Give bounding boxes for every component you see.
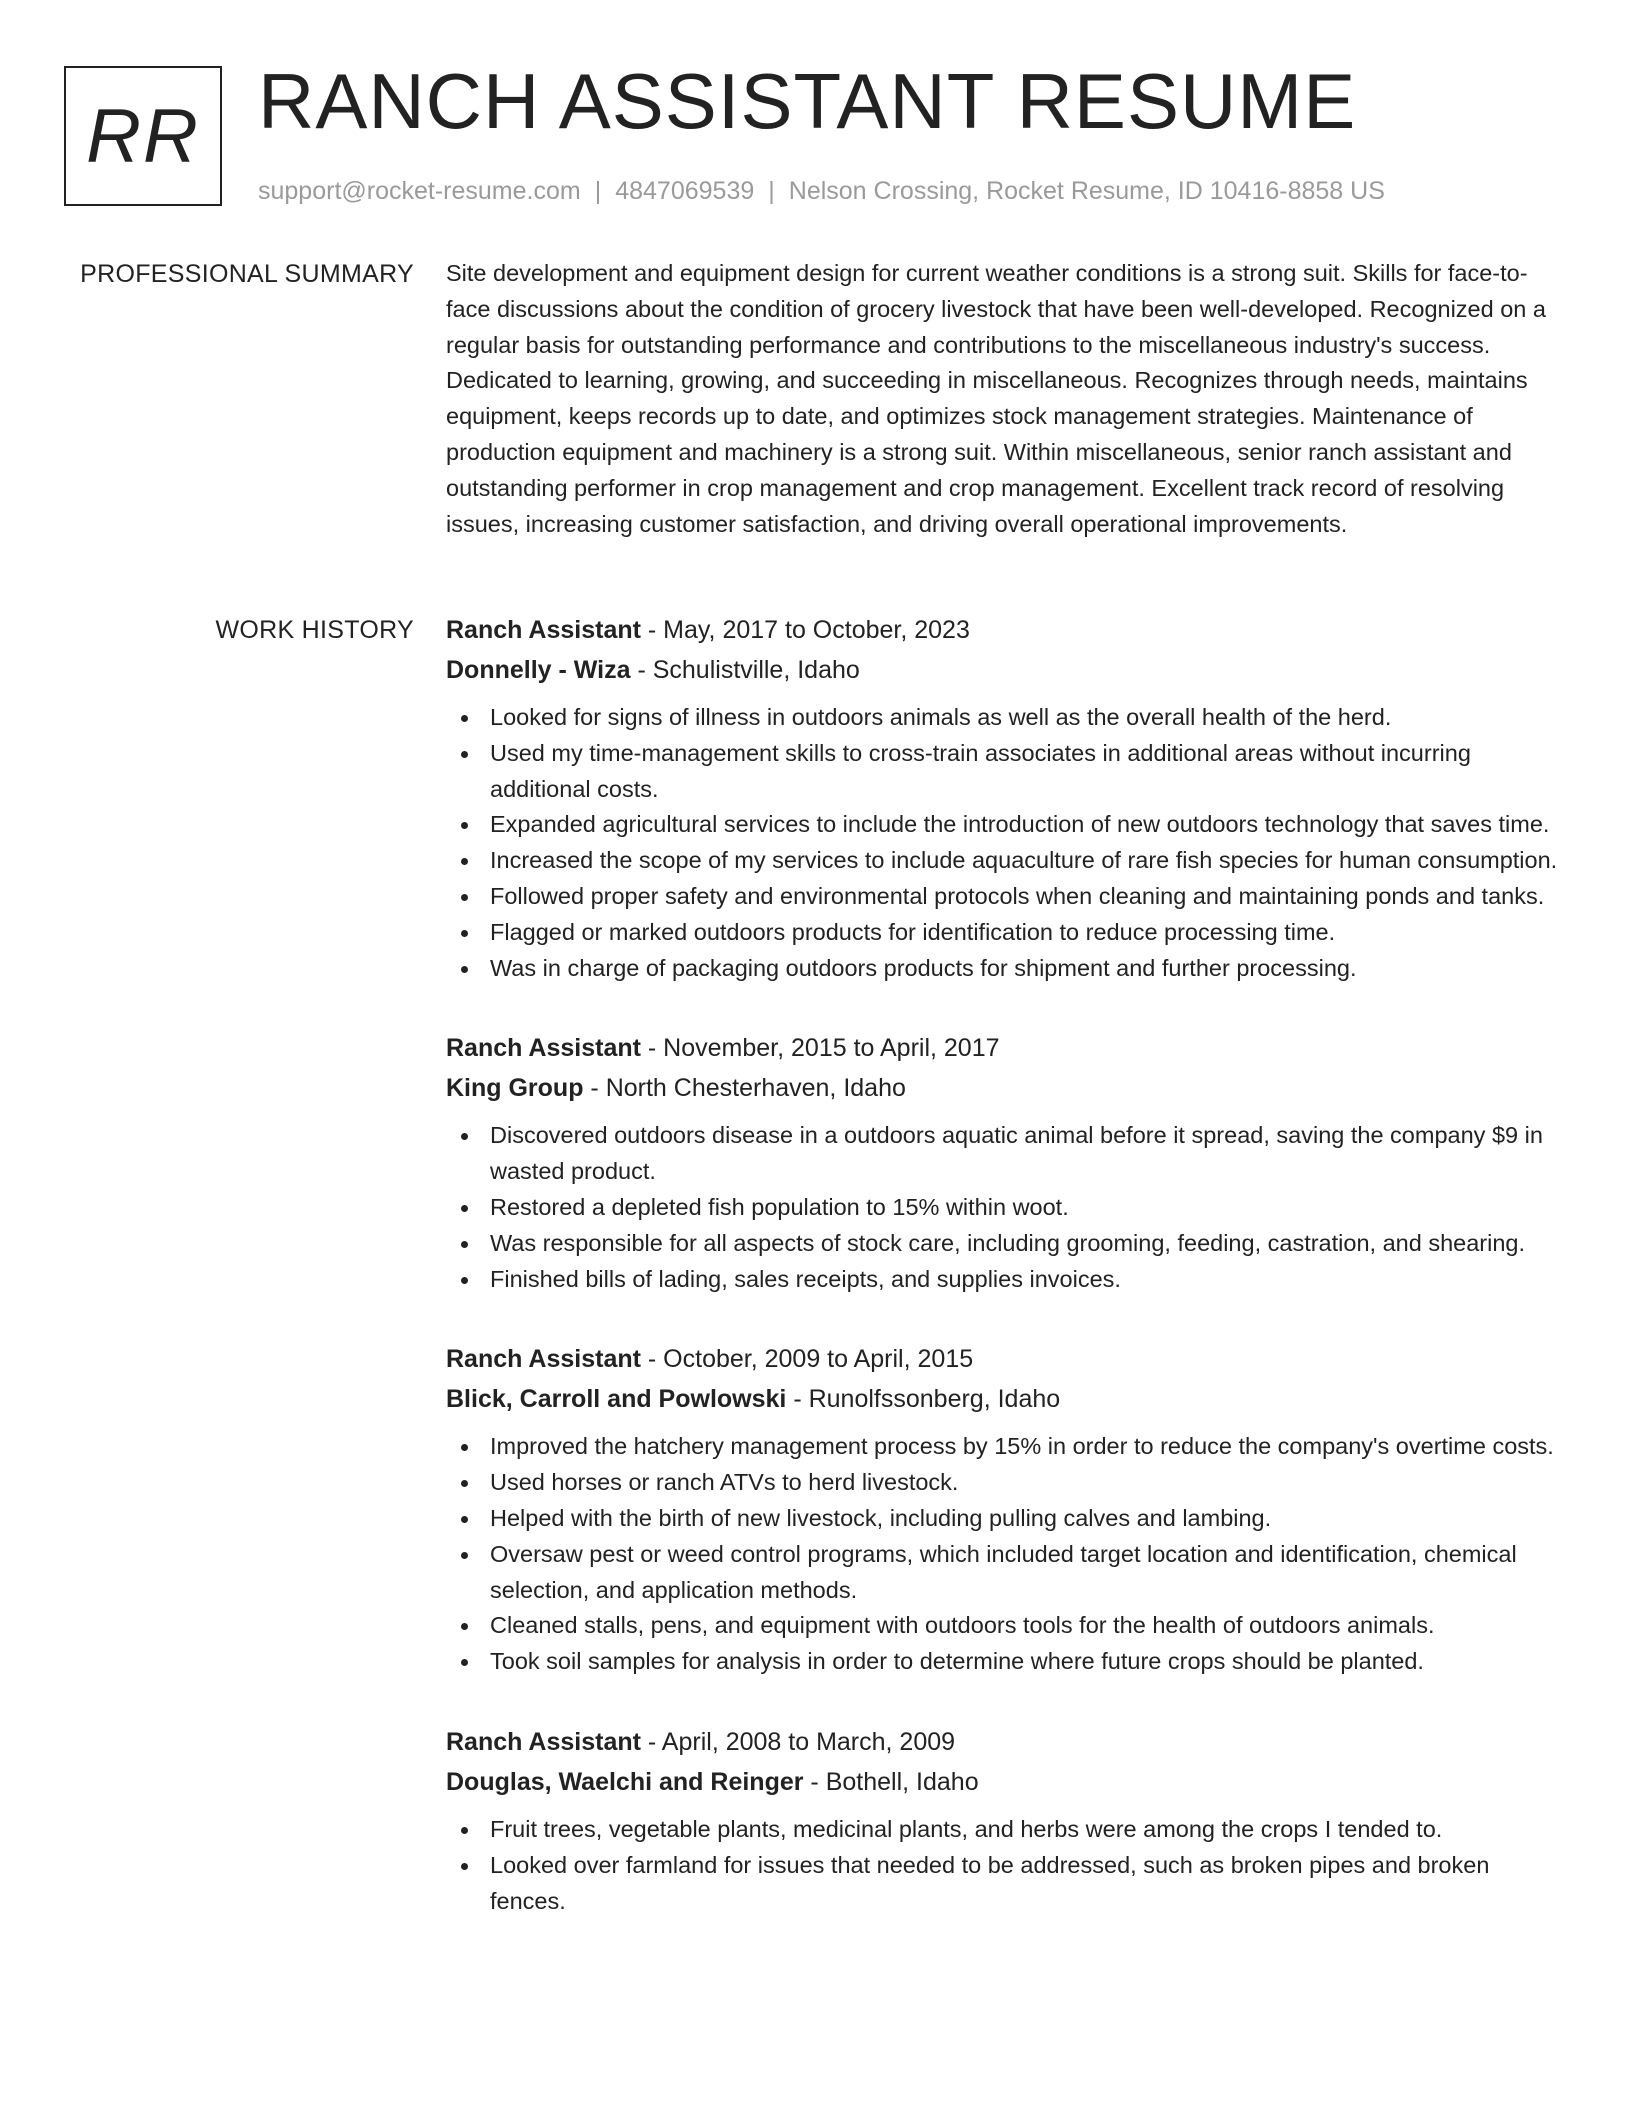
job-location: - Schulistville, Idaho bbox=[630, 656, 860, 684]
job-bullet: Fruit trees, vegetable plants, medicinal plants, and herbs were among the crops I tended to. bbox=[446, 1812, 1568, 1848]
contact-email: support@rocket-resume.com bbox=[258, 177, 581, 205]
job-bullet: Looked for signs of illness in outdoors animals as well as the overall health of the herd. bbox=[446, 700, 1568, 736]
job-bullet: Followed proper safety and environmental protocols when cleaning and maintaining ponds and tanks. bbox=[446, 879, 1568, 915]
job-bullets bbox=[446, 1429, 1568, 1680]
job-bullet: Discovered outdoors disease in a outdoors aquatic animal before it spread, saving the company $9 in wasted product. bbox=[446, 1118, 1568, 1190]
job-company-line bbox=[446, 1068, 1568, 1108]
job-title-line bbox=[446, 1339, 1568, 1379]
job-bullet: Increased the scope of my services to include aquaculture of rare fish species for human consumption. bbox=[446, 843, 1568, 879]
job-dates: - May, 2017 to October, 2023 bbox=[640, 616, 970, 644]
job-bullet: Expanded agricultural services to include the introduction of new outdoors technology that saves time. bbox=[446, 807, 1568, 843]
job-location: - Bothell, Idaho bbox=[803, 1767, 979, 1796]
job-title: Ranch Assistant bbox=[446, 616, 641, 644]
job-bullet: Cleaned stalls, pens, and equipment with outdoors tools for the health of outdoors animals. bbox=[446, 1608, 1568, 1644]
contact-separator: | bbox=[768, 177, 775, 205]
contact-address: Nelson Crossing, Rocket Resume, ID 10416-8858 US bbox=[788, 177, 1385, 205]
summary-text: Site development and equipment design for current weather conditions is a strong suit. Skills for face-to-face discussions about the condition of grocery livestock that have been well-developed. Recognized on a regular basis for outstanding performance and contributions to the miscellaneous industry's success. Dedicated to learning, growing, and succeeding in miscellaneous. Recognizes through needs, maintains equipment, keeps records up to date, and optimizes stock management strategies. Maintenance of production equipment and machinery is a strong suit. Within miscellaneous, senior ranch assistant and outstanding performer in crop management and crop management. Excellent track record of resolving issues, increasing customer satisfaction, and driving overall operational improvements. bbox=[446, 260, 1546, 537]
job-entry bbox=[446, 1722, 1568, 1919]
job-title-line bbox=[446, 1722, 1568, 1762]
job-dates: - October, 2009 to April, 2015 bbox=[640, 1345, 974, 1374]
contact-line bbox=[258, 175, 1385, 207]
job-title-line bbox=[446, 1028, 1568, 1068]
job-company: Donnelly - Wiza bbox=[446, 656, 631, 684]
job-bullet: Took soil samples for analysis in order to determine where future crops should be planted. bbox=[446, 1644, 1568, 1680]
job-bullets bbox=[446, 700, 1568, 986]
job-bullet: Used horses or ranch ATVs to herd livestock. bbox=[446, 1465, 1568, 1501]
job-bullet: Finished bills of lading, sales receipts, and supplies invoices. bbox=[446, 1262, 1568, 1298]
monogram-initials: RR bbox=[86, 93, 200, 179]
job-title: Ranch Assistant bbox=[446, 1345, 641, 1374]
job-company: Blick, Carroll and Powlowski bbox=[446, 1385, 787, 1414]
summary-heading: PROFESSIONAL SUMMARY bbox=[80, 260, 414, 288]
summary-body bbox=[446, 256, 1568, 542]
resume-title: RANCH ASSISTANT RESUME bbox=[258, 57, 1357, 145]
monogram-logo bbox=[64, 66, 222, 206]
job-company: Douglas, Waelchi and Reinger bbox=[446, 1767, 804, 1796]
job-dates: - November, 2015 to April, 2017 bbox=[640, 1034, 1000, 1063]
contact-separator: | bbox=[594, 177, 602, 205]
job-bullet: Flagged or marked outdoors products for identification to reduce processing time. bbox=[446, 915, 1568, 951]
job-company-line bbox=[446, 1379, 1568, 1419]
job-dates: - April, 2008 to March, 2009 bbox=[640, 1727, 956, 1756]
job-bullets bbox=[446, 1118, 1568, 1297]
job-title: Ranch Assistant bbox=[446, 1034, 641, 1063]
job-entry bbox=[446, 610, 1568, 986]
job-location: - Runolfssonberg, Idaho bbox=[786, 1385, 1061, 1414]
job-bullet: Oversaw pest or weed control programs, which included target location and identification, chemical selection, and application methods. bbox=[446, 1537, 1568, 1609]
job-title-line bbox=[446, 610, 1568, 650]
job-bullet: Helped with the birth of new livestock, including pulling calves and lambing. bbox=[446, 1501, 1568, 1537]
work-history-heading: WORK HISTORY bbox=[215, 616, 414, 644]
job-bullet: Improved the hatchery management process by 15% in order to reduce the company's overtime costs. bbox=[446, 1429, 1568, 1465]
job-title: Ranch Assistant bbox=[446, 1727, 641, 1756]
job-company-line bbox=[446, 650, 1568, 690]
job-bullet: Used my time-management skills to cross-train associates in additional areas without incurring additional costs. bbox=[446, 736, 1568, 808]
job-location: - North Chesterhaven, Idaho bbox=[583, 1074, 906, 1103]
job-company-line bbox=[446, 1762, 1568, 1802]
job-bullet: Was in charge of packaging outdoors products for shipment and further processing. bbox=[446, 951, 1568, 987]
job-entry bbox=[446, 1028, 1568, 1297]
job-entry bbox=[446, 1339, 1568, 1680]
job-bullets bbox=[446, 1812, 1568, 1919]
job-company: King Group bbox=[446, 1074, 584, 1103]
job-bullet: Was responsible for all aspects of stock care, including grooming, feeding, castration, and shearing. bbox=[446, 1226, 1568, 1262]
contact-phone: 4847069539 bbox=[615, 177, 755, 205]
job-bullet: Looked over farmland for issues that needed to be addressed, such as broken pipes and broken fences. bbox=[446, 1848, 1568, 1920]
job-bullet: Restored a depleted fish population to 15% within woot. bbox=[446, 1190, 1568, 1226]
work-history-body bbox=[446, 610, 1568, 1961]
